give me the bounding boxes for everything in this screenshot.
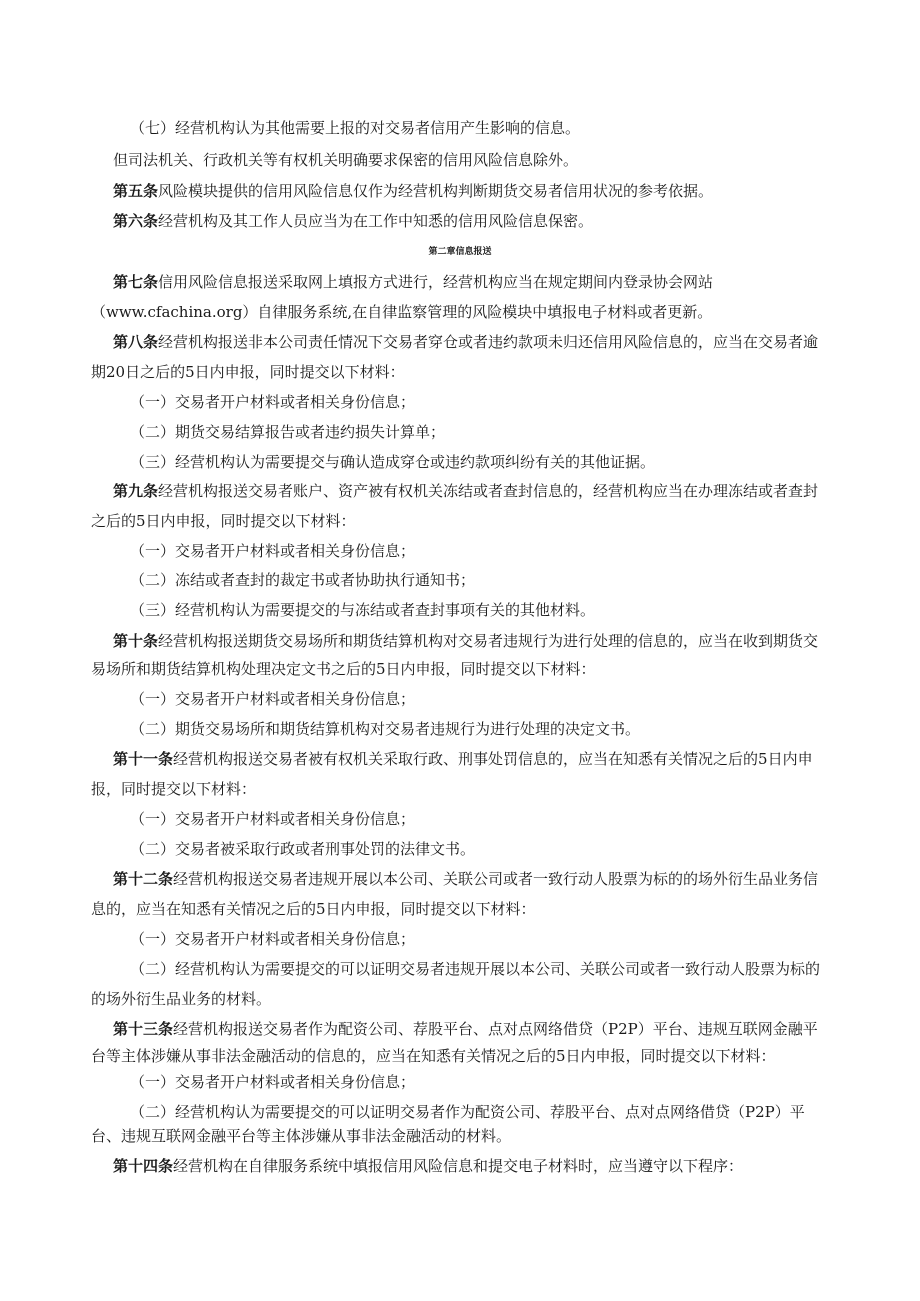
article-heading: 第五条 [113,182,159,200]
article-9: 第九条经营机构报送交易者账户、资产被有权机关冻结或者查封信息的，经营机构应当在办理冻结或者查封 [113,482,819,500]
paragraph-continuation: 之后的5日内申报，同时提交以下材料： [91,512,356,530]
list-item: （一）交易者开户材料或者相关身份信息； [130,542,416,560]
paragraph-continuation: 报，同时提交以下材料： [91,780,257,798]
paragraph-continuation: 期20日之后的5日内申报，同时提交以下材料： [91,363,405,381]
paragraph: 但司法机关、行政机关等有权机关明确要求保密的信用风险信息除外。 [113,151,579,169]
article-12: 第十二条经营机构报送交易者违规开展以本公司、关联公司或者一致行动人股票为标的的场外衍生品业务信 [113,870,819,888]
article-13: 第十三条经营机构报送交易者作为配资公司、荐股平台、点对点网络借贷（P2P）平台、违规互联网金融平 [113,1020,818,1038]
list-item: （一）交易者开户材料或者相关身份信息； [130,1073,416,1091]
article-heading: 第六条 [113,212,159,230]
paragraph-continuation: （www.cfachina.org）自律服务系统,在自律监察管理的风险模块中填报电子材料或者更新。 [91,303,713,321]
article-6: 第六条经营机构及其工作人员应当为在工作中知悉的信用风险信息保密。 [113,212,594,230]
list-item: （一）交易者开户材料或者相关身份信息； [130,810,416,828]
list-item: （二）期货交易结算报告或者违约损失计算单； [130,423,446,441]
article-heading: 第十条 [113,632,159,650]
article-heading: 第十一条 [113,750,174,768]
article-heading: 第九条 [113,482,159,500]
article-7: 第七条信用风险信息报送采取网上填报方式进行，经营机构应当在规定期间内登录协会网站 [113,273,714,291]
list-item: （二）冻结或者查封的裁定书或者协助执行通知书； [130,571,476,589]
article-heading: 第七条 [113,273,159,291]
chapter-heading: 第二章信息报送 [428,247,492,257]
list-item: （二）经营机构认为需要提交的可以证明交易者作为配资公司、荐股平台、点对点网络借贷（P2P）平 [130,1103,805,1121]
list-item: （一）交易者开户材料或者相关身份信息； [130,393,416,411]
article-8: 第八条经营机构报送非本公司责任情况下交易者穿仓或者违约款项未归还信用风险信息的，应当在交易者逾 [113,333,819,351]
list-item: （三）经营机构认为需要提交的与冻结或者查封事项有关的其他材料。 [130,601,596,619]
paragraph-continuation: 台等主体涉嫌从事非法金融活动的信息的，应当在知悉有关情况之后的5日内申报，同时提交以下材料： [91,1047,776,1065]
article-heading: 第十三条 [113,1020,174,1038]
list-item: （一）交易者开户材料或者相关身份信息； [130,930,416,948]
paragraph-continuation: 台、违规互联网金融平台等主体涉嫌从事非法金融活动的材料。 [91,1127,512,1145]
list-item: （二）经营机构认为需要提交的可以证明交易者违规开展以本公司、关联公司或者一致行动人股票为标的 [130,960,821,978]
article-11: 第十一条经营机构报送交易者被有权机关采取行政、刑事处罚信息的，应当在知悉有关情况之后的5日内申 [113,750,813,768]
article-5: 第五条风险模块提供的信用风险信息仅作为经营机构判断期货交易者信用状况的参考依据。 [113,182,714,200]
article-10: 第十条经营机构报送期货交易场所和期货结算机构对交易者违规行为进行处理的信息的，应当在收到期货交 [113,632,819,650]
paragraph-continuation: 息的，应当在知悉有关情况之后的5日内申报，同时提交以下材料： [91,900,536,918]
list-item: （二）期货交易场所和期货结算机构对交易者违规行为进行处理的决定文书。 [130,720,641,738]
article-14: 第十四条经营机构在自律服务系统中填报信用风险信息和提交电子材料时，应当遵守以下程序： [113,1157,744,1175]
paragraph-continuation: 的场外衍生品业务的材料。 [91,990,272,1008]
article-heading: 第八条 [113,333,159,351]
article-heading: 第十二条 [113,870,174,888]
article-heading: 第十四条 [113,1157,174,1175]
list-item: （七）经营机构认为其他需要上报的对交易者信用产生影响的信息。 [130,119,581,137]
list-item: （二）交易者被采取行政或者刑事处罚的法律文书。 [130,840,476,858]
list-item: （一）交易者开户材料或者相关身份信息； [130,690,416,708]
list-item: （三）经营机构认为需要提交与确认造成穿仓或违约款项纠纷有关的其他证据。 [130,453,656,471]
paragraph-continuation: 易场所和期货结算机构处理决定文书之后的5日内申报，同时提交以下材料： [91,660,596,678]
